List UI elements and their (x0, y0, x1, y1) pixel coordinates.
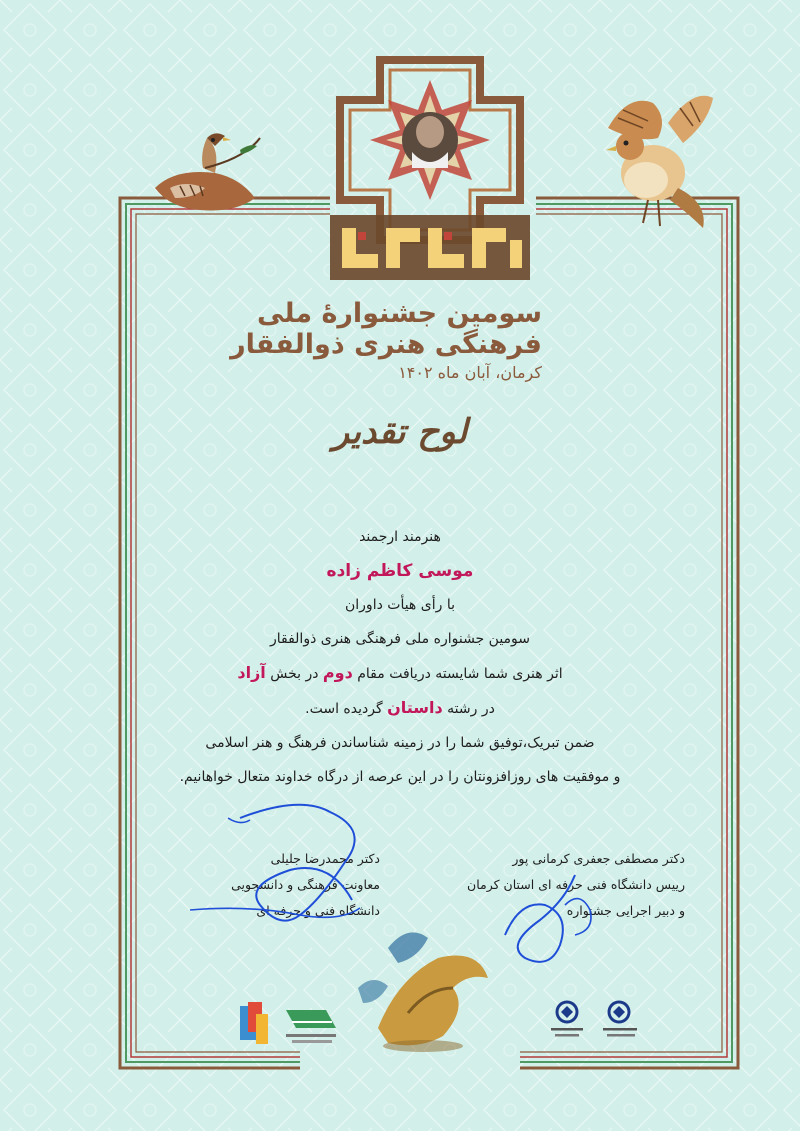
signer-right-name: دکتر مصطفی جعفری کرمانی پور (512, 851, 685, 866)
festival-logo-icon (236, 1000, 346, 1052)
signature-block-right (455, 846, 685, 924)
award-line (160, 656, 640, 691)
partridge-bird-icon (145, 128, 270, 223)
field-suffix: گردیده است. (305, 701, 383, 717)
university-logo-icon (545, 996, 650, 1052)
sculpture-icon (348, 918, 498, 1058)
award-field: داستان (387, 698, 443, 717)
signature-block-left (190, 846, 380, 924)
closing-line-2: و موفقیت های روزافزونتان را در این عرصه از درگاه خداوند متعال خواهانیم. (179, 769, 621, 785)
festival-place-date: کرمان، آبان ماه ۱۴۰۲ (398, 363, 542, 382)
festival-line-1: سومین جشنوارهٔ ملی (257, 298, 542, 329)
certificate-body (160, 520, 640, 794)
signer-right-title-2: و دبیر اجرایی جشنواره (566, 903, 685, 918)
certificate-title: لوح تقدیر (332, 412, 468, 452)
sparrow-bird-icon (598, 88, 718, 238)
field-prefix: در رشته (447, 701, 495, 717)
closing-line-1: ضمن تبریک،توفیق شما را در زمینه شناساندن فرهنگ و هنر اسلامی (205, 735, 595, 751)
signer-left-title-2: دانشگاه فنی و حرفه ای (256, 903, 380, 918)
festival-line-2: فرهنگی هنری ذوالفقار (230, 329, 542, 360)
signer-right-title-1: رییس دانشگاه فنی حرفه ای استان کرمان (467, 877, 685, 892)
festival-name-line: سومین جشنواره ملی فرهنگی هنری ذوالفقار (269, 631, 531, 647)
jury-line: با رأی هیأت داوران (345, 597, 455, 613)
section-prefix: در بخش (270, 666, 319, 682)
festival-emblem-icon (320, 40, 540, 290)
recipient-name: موسی کاظم زاده (326, 561, 474, 581)
signer-left-title-1: معاونت فرهنگی و دانشجویی (231, 877, 380, 892)
award-rank: دوم (322, 663, 353, 682)
award-prefix: اثر هنری شما شایسته دریافت مقام (357, 666, 563, 682)
signer-left-name: دکتر محمدرضا جلیلی (270, 851, 380, 866)
award-section: آزاد (237, 663, 266, 682)
field-line (160, 691, 640, 726)
greeting: هنرمند ارجمند (359, 529, 441, 545)
festival-heading (230, 298, 542, 386)
